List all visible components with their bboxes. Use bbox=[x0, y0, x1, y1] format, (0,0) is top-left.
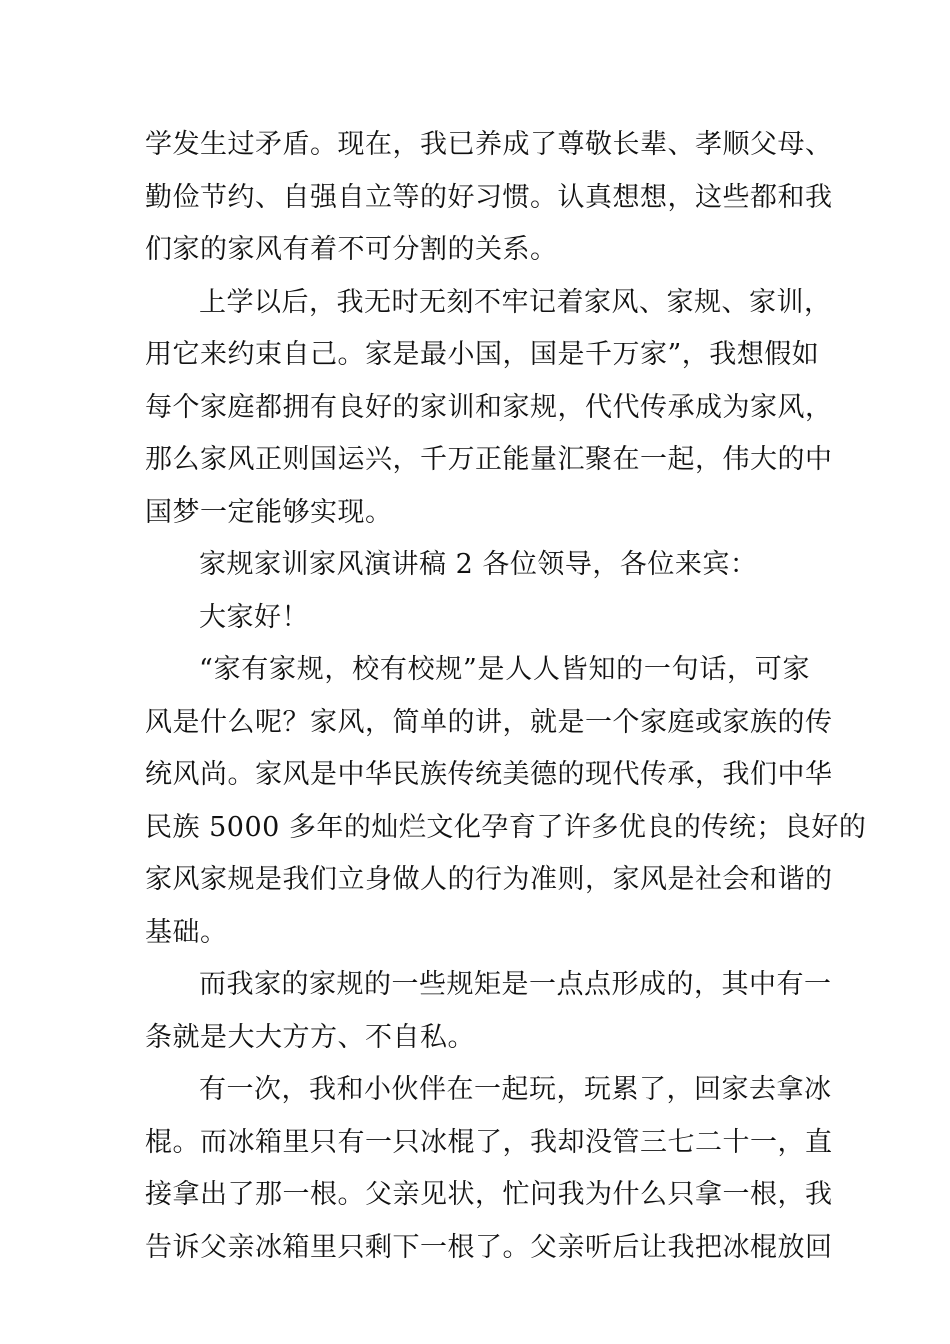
paragraph-line: “家有家规，校有校规”是人人皆知的一句话，可家 bbox=[199, 654, 810, 685]
paragraph-line: 基础。 bbox=[145, 917, 228, 948]
paragraph-line: 那么家风正则国运兴，千万正能量汇聚在一起，伟大的中 bbox=[145, 444, 833, 475]
paragraph-line: 们家的家风有着不可分割的关系。 bbox=[145, 234, 558, 265]
paragraph-line: 棍。而冰箱里只有一只冰棍了，我却没管三七二十一，直 bbox=[145, 1127, 833, 1158]
section-heading: 家规家训家风演讲稿 2 各位领导，各位来宾： bbox=[199, 549, 758, 580]
paragraph-line: 接拿出了那一根。父亲见状，忙问我为什么只拿一根，我 bbox=[145, 1179, 833, 1210]
paragraph-line: 而我家的家规的一些规矩是一点点形成的，其中有一 bbox=[199, 969, 832, 1000]
paragraph-line: 有一次，我和小伙伴在一起玩，玩累了，回家去拿冰 bbox=[199, 1074, 832, 1105]
paragraph-line: 条就是大大方方、不自私。 bbox=[145, 1022, 475, 1053]
paragraph-line: 国梦一定能够实现。 bbox=[145, 497, 393, 528]
paragraph-line: 用它来约束自己。家是最小国，国是千万家”，我想假如 bbox=[145, 339, 820, 370]
greeting-line: 大家好！ bbox=[199, 602, 309, 633]
paragraph-line: 家风家规是我们立身做人的行为准则，家风是社会和谐的 bbox=[145, 864, 833, 895]
paragraph-line: 告诉父亲冰箱里只剩下一根了。父亲听后让我把冰棍放回 bbox=[145, 1232, 833, 1263]
paragraph-line: 统风尚。家风是中华民族传统美德的现代传承，我们中华 bbox=[145, 759, 833, 790]
paragraph-line: 学发生过矛盾。现在，我已养成了尊敬长辈、孝顺父母、 bbox=[145, 129, 833, 160]
paragraph-line: 风是什么呢？家风，简单的讲，就是一个家庭或家族的传 bbox=[145, 707, 833, 738]
paragraph-line: 民族 5000 多年的灿烂文化孕育了许多优良的传统；良好的 bbox=[145, 812, 867, 843]
paragraph-line: 勤俭节约、自强自立等的好习惯。认真想想，这些都和我 bbox=[145, 182, 833, 213]
paragraph-line: 每个家庭都拥有良好的家训和家规，代代传承成为家风， bbox=[145, 392, 833, 423]
paragraph-line: 上学以后，我无时无刻不牢记着家风、家规、家训， bbox=[199, 287, 832, 318]
